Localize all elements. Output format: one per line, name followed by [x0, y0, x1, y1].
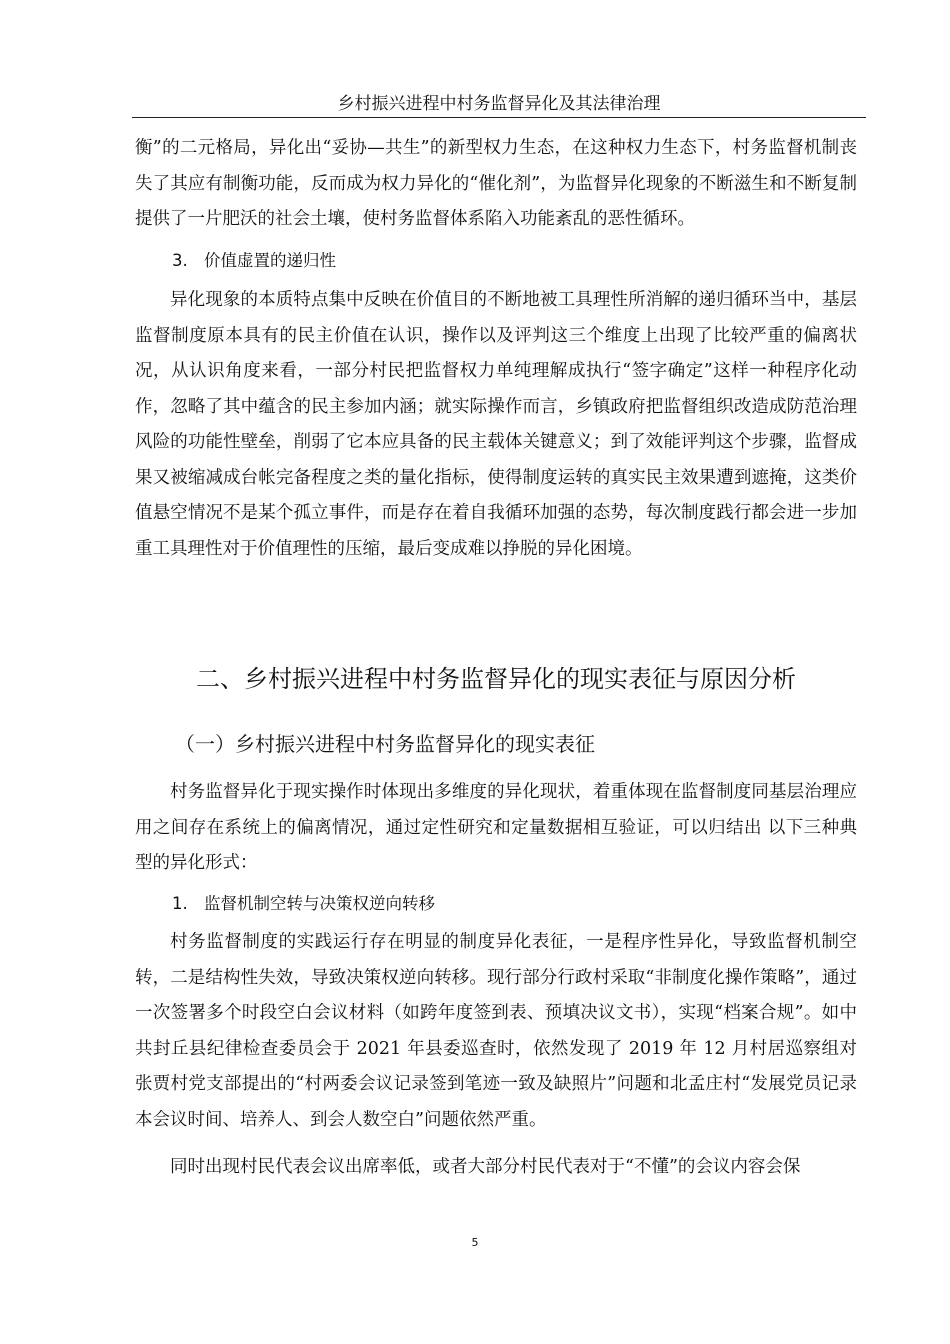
subheading-1: [172, 892, 435, 916]
paragraph-last: 同时出现村民代表会议出席率低，或者大部分村民代表对于“不懂”的会议内容会保: [170, 1157, 801, 1177]
subheading-3: [172, 249, 336, 273]
paragraph-forms: 村务监督异化于现实操作时体现出多维度的异化现状，着重体现在监督制度同基层治理应用之间存在系统上的偏离情况，通过定性研究和定量数据相互验证，可以归结出 以下三种典型的异化形式：: [135, 782, 857, 873]
header-rule: [132, 117, 866, 118]
page-number: 5: [471, 1236, 479, 1249]
subheading-3-number: 3.: [172, 251, 188, 270]
paragraph-forms-block: [135, 775, 857, 882]
paragraph-value: 异化现象的本质特点集中反映在价值目的不断地被工具理性所消解的递归循环当中，基层监督制度原本具有的民主价值在认识，操作以及评判这三个维度上出现了比较严重的偏离状况，从认识角度来看，一部分村民把监督权力单纯理解成执行“签字确定”这样一种程序化动作，忽略了其中蕴含的民主参加内涵；就实际操作而言，乡镇政府把监督组织改造成防范治理风险的功能性壁垒，削弱了它本应具备的民主载体关键意义；到了效能评判这个步骤，监督成果又被缩减成台帐完备程度之类的量化指标，使得制度运转的真实民主效果遭到遮掩，这类价值悬空情况不是某个孤立事件，而是存在着自我循环加强的态势，每次制度践行都会进一步加重工具理性对于价值理性的压缩，最后变成难以挣脱的异化困境。: [135, 290, 857, 559]
paragraph-value-block: [135, 283, 857, 567]
subheading-3-title: 价值虚置的递归性: [204, 251, 336, 270]
paragraph-intro-block: [135, 131, 857, 238]
subheading-1-number: 1.: [172, 894, 188, 913]
paragraph-mechanism-block: [135, 925, 857, 1138]
subheading-1-title: 监督机制空转与决策权逆向转移: [204, 894, 435, 913]
section-heading: （一）乡村振兴进程中村务监督异化的现实表征: [175, 732, 595, 756]
paragraph-last-block: [135, 1150, 857, 1186]
paragraph-intro: 衡”的二元格局，异化出“妥协—共生”的新型权力生态，在这种权力生态下，村务监督机制丧失了其应有制衡功能，反而成为权力异化的“催化剂”，为监督异化现象的不断滋生和不断复制提供了一片肥沃的社会土壤，使村务监督体系陷入功能紊乱的恶性循环。: [135, 138, 857, 229]
chapter-heading: 二、乡村振兴进程中村务监督异化的现实表征与原因分析: [196, 665, 796, 693]
paragraph-mechanism: 村务监督制度的实践运行存在明显的制度异化表征，一是程序性异化，导致监督机制空转，二是结构性失效，导致决策权逆向转移。现行部分行政村采取“非制度化操作策略”，通过一次签署多个时段空白会议材料（如跨年度签到表、预填决议文书），实现“档案合规”。如中共封丘县纪律检查委员会于 2021 年县委巡查时，依然发现了 2019 年 12 月村居巡察组对张贾村党支部提出的“村两委会议记录签到笔迹一致及缺照片”问题和北孟庄村“发展党员记录本会议时间、培养人、到会人数空白”问题依然严重。: [135, 932, 857, 1130]
running-header: 乡村振兴进程中村务监督异化及其法律治理: [337, 94, 661, 114]
